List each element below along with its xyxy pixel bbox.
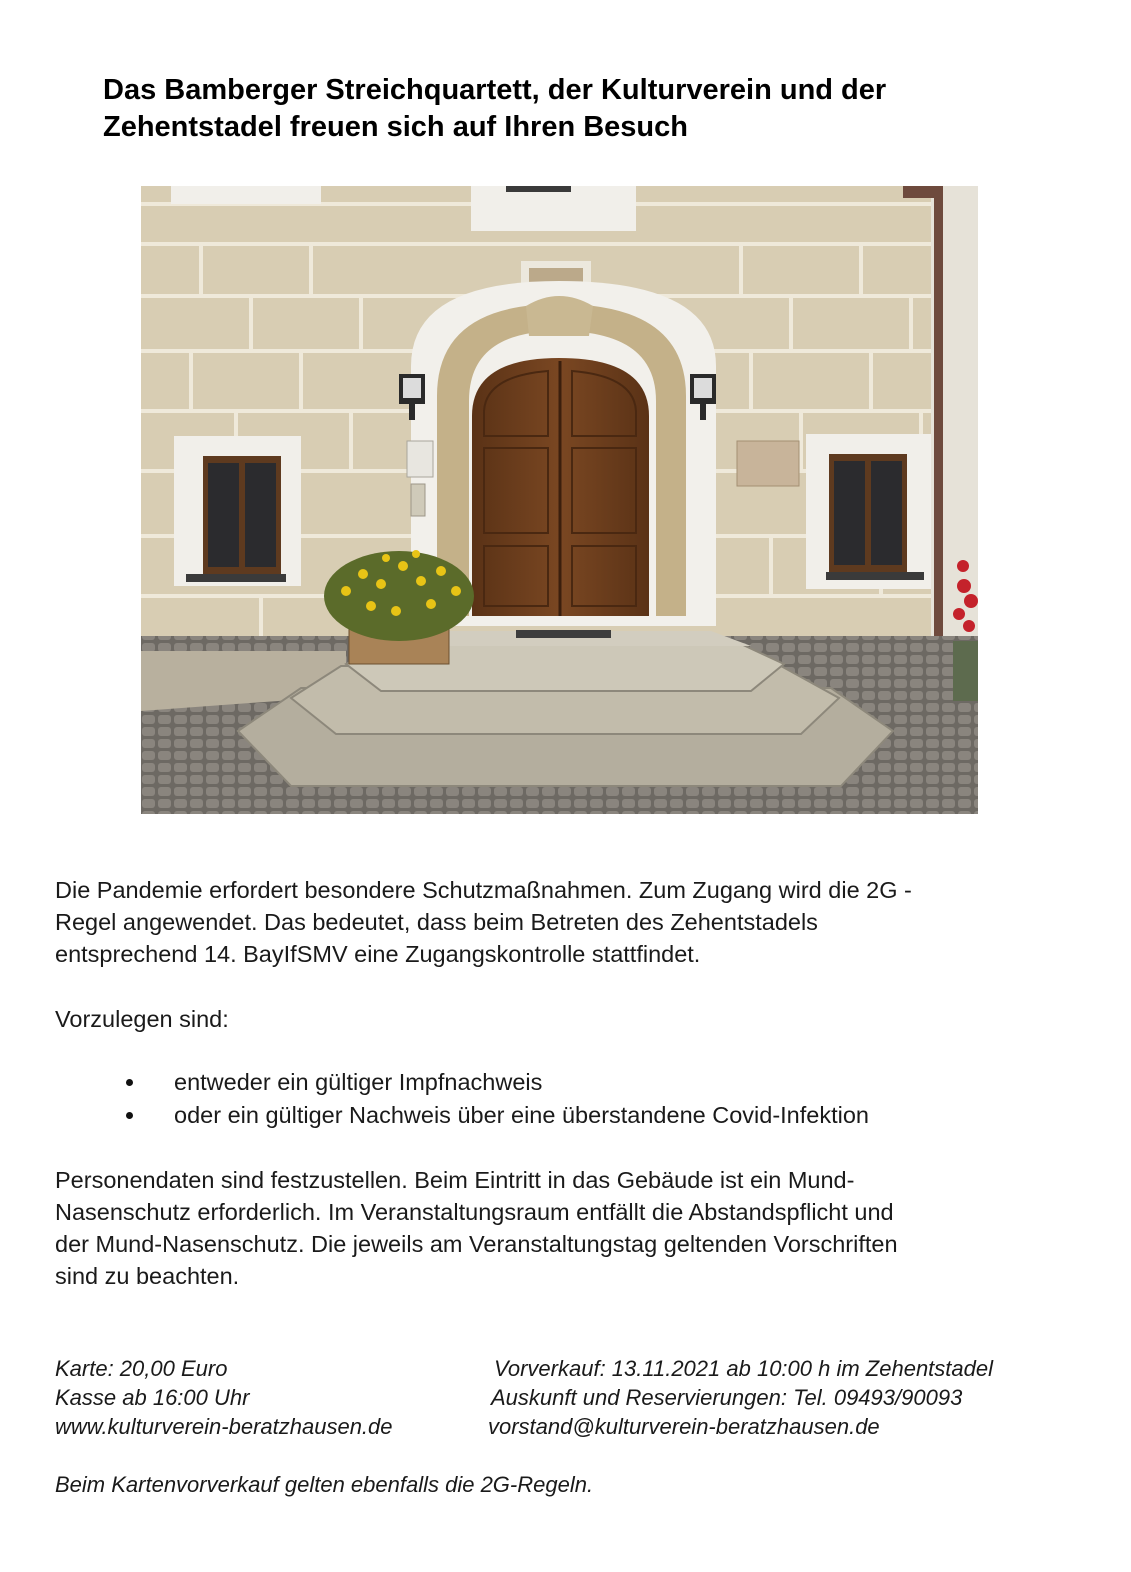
rules-line-2: Nasenschutz erforderlich. Im Veranstaltungsraum entfällt die Abstandspflicht und bbox=[55, 1199, 894, 1225]
heading-line-1: Das Bamberger Streichquartett, der Kulturverein und der bbox=[103, 74, 887, 106]
email-link[interactable]: vorstand@kulturverein-beratzhausen.de bbox=[488, 1414, 880, 1439]
website-link[interactable]: www.kulturverein-beratzhausen.de bbox=[55, 1414, 393, 1439]
pandemic-line-2: Regel angewendet. Das bedeutet, dass beim Betreten des Zehentstadels bbox=[55, 909, 818, 935]
pandemic-line-3: entsprechend 14. BayIfSMV eine Zugangskontrolle stattfindet. bbox=[55, 941, 701, 967]
page-heading bbox=[103, 72, 1063, 146]
rules-line-3: der Mund-Nasenschutz. Die jeweils am Veranstaltungstag geltenden Vorschriften bbox=[55, 1231, 898, 1257]
list-item-text: entweder ein gültiger Impfnachweis bbox=[174, 1069, 543, 1095]
rules-line-4: sind zu beachten. bbox=[55, 1263, 240, 1289]
info-right-column bbox=[488, 1354, 993, 1441]
bullet-icon bbox=[126, 1112, 133, 1119]
box-office-time: Kasse ab 16:00 Uhr bbox=[55, 1385, 250, 1410]
footer-note-text: Beim Kartenvorverkauf gelten ebenfalls die 2G-Regeln. bbox=[55, 1472, 594, 1497]
building-entrance-photo bbox=[141, 186, 978, 814]
pandemic-paragraph bbox=[55, 874, 1085, 970]
rules-paragraph bbox=[55, 1164, 1085, 1292]
list-item bbox=[120, 1066, 1020, 1099]
presale-info: Vorverkauf: 13.11.2021 ab 10:00 h im Zehentstadel bbox=[494, 1356, 993, 1381]
list-item bbox=[120, 1099, 1020, 1132]
vorzulegen-text: Vorzulegen sind: bbox=[55, 1006, 229, 1032]
vorzulegen-label bbox=[55, 1003, 1085, 1035]
list-item-text: oder ein gültiger Nachweis über eine überstandene Covid-Infektion bbox=[174, 1102, 869, 1128]
ticket-price: Karte: 20,00 Euro bbox=[55, 1356, 228, 1381]
footer-note bbox=[55, 1470, 593, 1499]
heading-line-2: Zehentstadel freuen sich auf Ihren Besuch bbox=[103, 111, 688, 143]
contact-info: Auskunft und Reservierungen: Tel. 09493/90093 bbox=[491, 1385, 963, 1410]
info-left-column bbox=[55, 1354, 393, 1441]
requirements-list bbox=[120, 1066, 1020, 1132]
pandemic-line-1: Die Pandemie erfordert besondere Schutzmaßnahmen. Zum Zugang wird die 2G - bbox=[55, 877, 912, 903]
bullet-icon bbox=[126, 1079, 133, 1086]
rules-line-1: Personendaten sind festzustellen. Beim Eintritt in das Gebäude ist ein Mund- bbox=[55, 1167, 855, 1193]
